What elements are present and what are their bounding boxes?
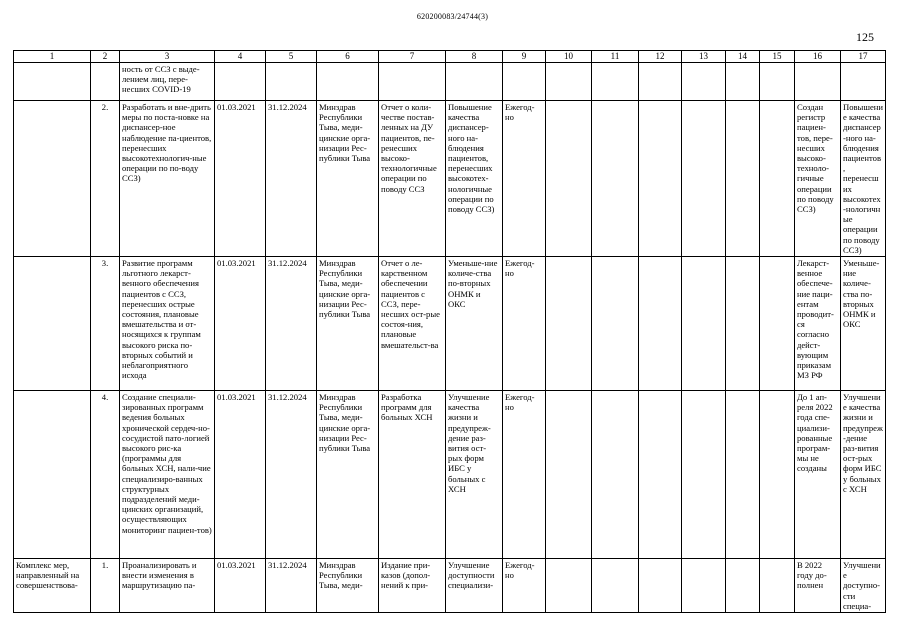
cell-status: В 2022 году до-полнен (795, 559, 841, 613)
cell-measure: ность от ССЗ с выде-лением лиц, пере-несших COVID-19 (120, 63, 215, 101)
cell-empty (760, 391, 795, 559)
cell-outcome: Улучшение качества жизни и предупреж-дение раз-вития ост-рых форм ИБС у больных с ХСН (841, 391, 886, 559)
cell-status: До 1 ап-реля 2022 года спе-циализи-рованные програм-мы не созданы (795, 391, 841, 559)
cell-item-number: 4. (91, 391, 120, 559)
table-row (14, 63, 886, 101)
column-number: 13 (682, 51, 726, 63)
cell-end-date: 31.12.2024 (266, 101, 317, 257)
cell-item-number (91, 63, 120, 101)
cell-empty (726, 257, 760, 391)
cell-frequency: Ежегод-но (503, 101, 546, 257)
cell-empty (592, 559, 639, 613)
cell-responsible: Минздрав Республики Тыва, меди-цинские орга-низации Рес-публики Тыва (317, 391, 379, 559)
cell-task-group (14, 101, 91, 257)
cell-responsible: Минздрав Республики Тыва, меди-цинские орга-низации Рес-публики Тыва (317, 257, 379, 391)
cell-empty (682, 257, 726, 391)
column-number: 6 (317, 51, 379, 63)
column-number: 10 (546, 51, 592, 63)
cell-result-doc (379, 63, 446, 101)
cell-empty (546, 257, 592, 391)
cell-status (795, 63, 841, 101)
cell-empty (726, 391, 760, 559)
table-row (14, 257, 886, 391)
cell-empty (592, 101, 639, 257)
column-number-row (14, 51, 886, 63)
cell-empty (592, 391, 639, 559)
measures-table (13, 50, 886, 613)
cell-frequency: Ежегод-но (503, 559, 546, 613)
cell-expected-effect: Улучшение качества жизни и предупреж-дение раз-вития ост-рых форм ИБС у больных с ХСН (446, 391, 503, 559)
cell-task-group (14, 63, 91, 101)
cell-empty (639, 257, 682, 391)
cell-outcome: Уменьше-ние количе-ства по-вторных ОНМК и ОКС (841, 257, 886, 391)
column-number: 17 (841, 51, 886, 63)
cell-frequency: Ежегод-но (503, 391, 546, 559)
cell-empty (760, 101, 795, 257)
table-row (14, 391, 886, 559)
cell-frequency (503, 63, 546, 101)
cell-empty (682, 63, 726, 101)
cell-empty (682, 391, 726, 559)
cell-empty (639, 63, 682, 101)
column-number: 9 (503, 51, 546, 63)
cell-result-doc: Разработка программ для больных ХСН (379, 391, 446, 559)
cell-measure: Разработать и вне-дрить меры по поста-новке на диспансер-ное наблюдение па-циентов, перенесших высокотехнологич-ные операции по по-воду ССЗ) (120, 101, 215, 257)
column-number: 3 (120, 51, 215, 63)
column-number: 1 (14, 51, 91, 63)
cell-expected-effect (446, 63, 503, 101)
cell-start-date (215, 63, 266, 101)
column-number: 16 (795, 51, 841, 63)
cell-responsible: Минздрав Республики Тыва, меди- (317, 559, 379, 613)
cell-start-date: 01.03.2021 (215, 257, 266, 391)
cell-responsible: Минздрав Республики Тыва, меди-цинские орга-низации Рес-публики Тыва (317, 101, 379, 257)
cell-item-number: 3. (91, 257, 120, 391)
column-number: 8 (446, 51, 503, 63)
column-number: 11 (592, 51, 639, 63)
cell-end-date: 31.12.2024 (266, 257, 317, 391)
document-id: 620200083/24744(3) (416, 12, 489, 21)
cell-result-doc: Отчет о ле-карственном обеспечении пациентов с ССЗ, пере-несших ост-рые состоя-ния, плановые вмешательст-ва (379, 257, 446, 391)
column-number: 2 (91, 51, 120, 63)
cell-task-group (14, 391, 91, 559)
cell-outcome: Улучшение доступно-сти специа- (841, 559, 886, 613)
cell-empty (592, 257, 639, 391)
table-row (14, 101, 886, 257)
column-number: 12 (639, 51, 682, 63)
cell-empty (639, 391, 682, 559)
cell-measure: Создание специали-зированных программ ведения больных хронической сердеч-но-сосудистой пато-логией высокого рис-ка (программы для больных ХСН, нали-чие специализиро-ванных структурных подразделений меди-цинских организаций, осуществляющих мониторинг пациен-тов) (120, 391, 215, 559)
cell-status: Лекарст-венное обеспече-ние паци-ентам проводит-ся согласно дейст-вующим приказам МЗ РФ (795, 257, 841, 391)
column-number: 14 (726, 51, 760, 63)
column-number: 5 (266, 51, 317, 63)
cell-result-doc: Отчет о коли-честве постав-ленных на ДУ пациентов, пе-ренесших высоко-технологичные операции по поводу ССЗ (379, 101, 446, 257)
cell-empty (546, 391, 592, 559)
cell-status: Создан регистр пациен-тов, пере-несших высоко-техноло-гичные операции по поводу ССЗ) (795, 101, 841, 257)
cell-expected-effect: Уменьше-ние количе-ства по-вторных ОНМК и ОКС (446, 257, 503, 391)
table-row (14, 559, 886, 613)
cell-empty (546, 63, 592, 101)
cell-end-date: 31.12.2024 (266, 391, 317, 559)
cell-empty (639, 101, 682, 257)
cell-empty (760, 63, 795, 101)
cell-expected-effect: Повышение качества диспансер-ного на-блюдения пациентов, перенесших высокотех-нологичные операции по поводу ССЗ) (446, 101, 503, 257)
cell-frequency: Ежегод-но (503, 257, 546, 391)
column-number: 7 (379, 51, 446, 63)
cell-start-date: 01.03.2021 (215, 391, 266, 559)
cell-task-group (14, 257, 91, 391)
cell-outcome (841, 63, 886, 101)
cell-end-date: 31.12.2024 (266, 559, 317, 613)
column-number: 15 (760, 51, 795, 63)
cell-end-date (266, 63, 317, 101)
page-number: 125 (856, 30, 874, 44)
cell-outcome: Повышение качества диспансер-ного на-блюдения пациентов, перенесших высокотех-нологичные операции по поводу ССЗ) (841, 101, 886, 257)
cell-measure: Проанализировать и внести изменения в маршрутизацию па- (120, 559, 215, 613)
cell-empty (726, 63, 760, 101)
cell-responsible (317, 63, 379, 101)
cell-empty (682, 101, 726, 257)
cell-empty (682, 559, 726, 613)
cell-start-date: 01.03.2021 (215, 559, 266, 613)
cell-empty (760, 559, 795, 613)
cell-empty (592, 63, 639, 101)
cell-task-group: Комплекс мер, направленный на совершенствова- (14, 559, 91, 613)
cell-empty (726, 101, 760, 257)
cell-result-doc: Издание при-казов (допол-нений к при- (379, 559, 446, 613)
cell-empty (760, 257, 795, 391)
cell-item-number: 1. (91, 559, 120, 613)
cell-start-date: 01.03.2021 (215, 101, 266, 257)
cell-expected-effect: Улучшение доступности специализи- (446, 559, 503, 613)
cell-empty (546, 559, 592, 613)
cell-item-number: 2. (91, 101, 120, 257)
cell-empty (726, 559, 760, 613)
cell-empty (546, 101, 592, 257)
column-number: 4 (215, 51, 266, 63)
cell-measure: Развитие программ льготного лекарст-венного обеспечения пациентов с ССЗ, перенесших острые состояния, плановые вмешательства и от-носящихся к группам высокого риска по-вторных событий и неблагоприятного исхода (120, 257, 215, 391)
cell-empty (639, 559, 682, 613)
